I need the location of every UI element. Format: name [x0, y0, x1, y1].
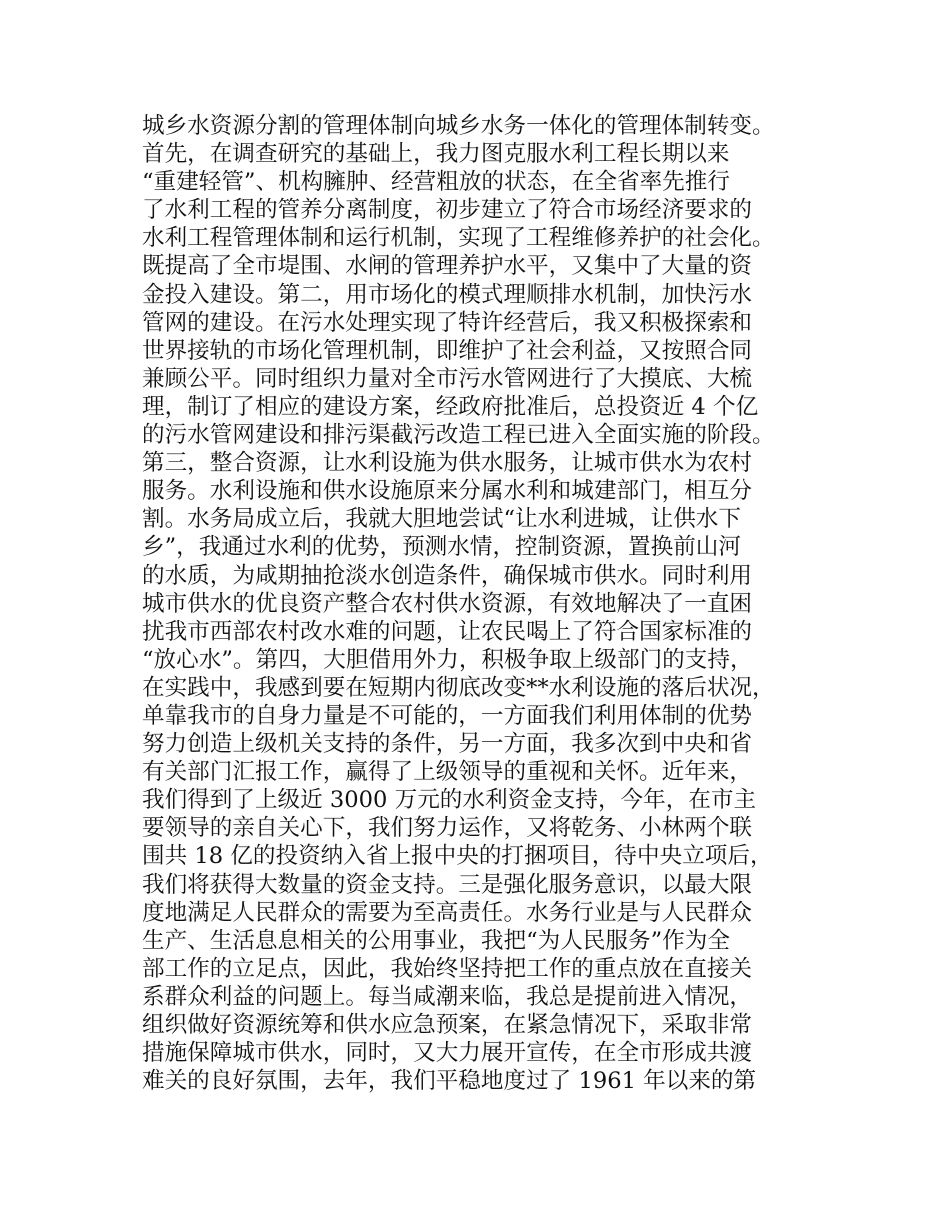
text-line: 在实践中，我感到要在短期内彻底改变**水利设施的落后状况，: [142, 674, 775, 701]
text-line: 的水质，为咸期抽抢淡水创造条件，确保城市供水。同时利用: [142, 562, 753, 589]
text-line: 系群众利益的问题上。每当咸潮来临，我总是提前进入情况，: [142, 983, 753, 1010]
text-line: “重建轻管”、机构臃肿、经营粗放的状态，在全省率先推行: [142, 169, 730, 196]
text-line: 我们将获得大数量的资金支持。三是强化服务意识，以最大限: [142, 871, 753, 898]
text-line: 生产、生活息息相关的公用事业，我把“为人民服务”作为全: [142, 927, 730, 954]
text-line: 部工作的立足点，因此，我始终坚持把工作的重点放在直接关: [142, 955, 753, 982]
text-line: 服务。水利设施和供水设施原来分属水利和城建部门，相互分: [142, 478, 753, 505]
text-line: 组织做好资源统筹和供水应急预案，在紧急情况下，采取非常: [142, 1012, 753, 1038]
text-line: 金投入建设。第二，用市场化的模式理顺排水机制，加快污水: [142, 281, 753, 308]
text-line: 难关的良好氛围，去年，我们平稳地度过了 1961 年以来的第: [142, 1068, 757, 1095]
text-line: 了水利工程的管养分离制度，初步建立了符合市场经济要求的: [142, 197, 753, 224]
text-line: 度地满足人民群众的需要为至高责任。水务行业是与人民群众: [142, 899, 753, 926]
text-line: 首先，在调查研究的基础上，我力图克服水利工程长期以来: [142, 141, 730, 168]
text-line: 城乡水资源分割的管理体制向城乡水务一体化的管理体制转变。: [142, 113, 775, 139]
text-line: 有关部门汇报工作，赢得了上级领导的重视和关怀。近年来，: [142, 759, 753, 786]
text-line: “放心水”。第四，大胆借用外力，积极争取上级部门的支持，: [142, 646, 753, 673]
text-line: 努力创造上级机关支持的条件，另一方面，我多次到中央和省: [142, 731, 753, 758]
text-line: 措施保障城市供水，同时，又大力展开宣传，在全市形成共渡: [142, 1040, 753, 1067]
text-line: 围共 18 亿的投资纳入省上报中央的打捆项目，待中央立项后，: [142, 843, 773, 870]
text-line: 世界接轨的市场化管理机制，即维护了社会利益，又按照合同: [142, 337, 753, 364]
text-line: 兼顾公平。同时组织力量对全市污水管网进行了大摸底、大梳: [142, 365, 753, 392]
text-line: 我们得到了上级近 3000 万元的水利资金支持，今年，在市主: [142, 787, 757, 814]
text-line: 扰我市西部农村改水难的问题，让农民喝上了符合国家标准的: [142, 618, 753, 645]
text-line: 割。水务局成立后，我就大胆地尝试“让水利进城，让供水下: [142, 506, 741, 533]
text-line: 要领导的亲自关心下，我们努力运作，又将乾务、小林两个联: [142, 815, 753, 842]
text-line: 管网的建设。在污水处理实现了特许经营后，我又积极探索和: [142, 309, 753, 336]
text-line: 乡”，我通过水利的优势，预测水情，控制资源，置换前山河: [142, 534, 741, 561]
text-line: 第三，整合资源，让水利设施为供水服务，让城市供水为农村: [142, 450, 753, 477]
text-line: 水利工程管理体制和运行机制，实现了工程维修养护的社会化。: [142, 225, 775, 252]
text-line: 既提高了全市堤围、水闸的管理养护水平，又集中了大量的资: [142, 253, 753, 280]
text-line: 单靠我市的自身力量是不可能的，一方面我们利用体制的优势: [142, 702, 753, 729]
body-text: [142, 112, 832, 1095]
text-line: 的污水管网建设和排污渠截污改造工程已进入全面实施的阶段。: [142, 422, 775, 449]
text-line: 城市供水的优良资产整合农村供水资源，有效地解决了一直困: [142, 590, 753, 617]
text-line: 理，制订了相应的建设方案，经政府批准后，总投资近 4 个亿: [142, 393, 759, 420]
